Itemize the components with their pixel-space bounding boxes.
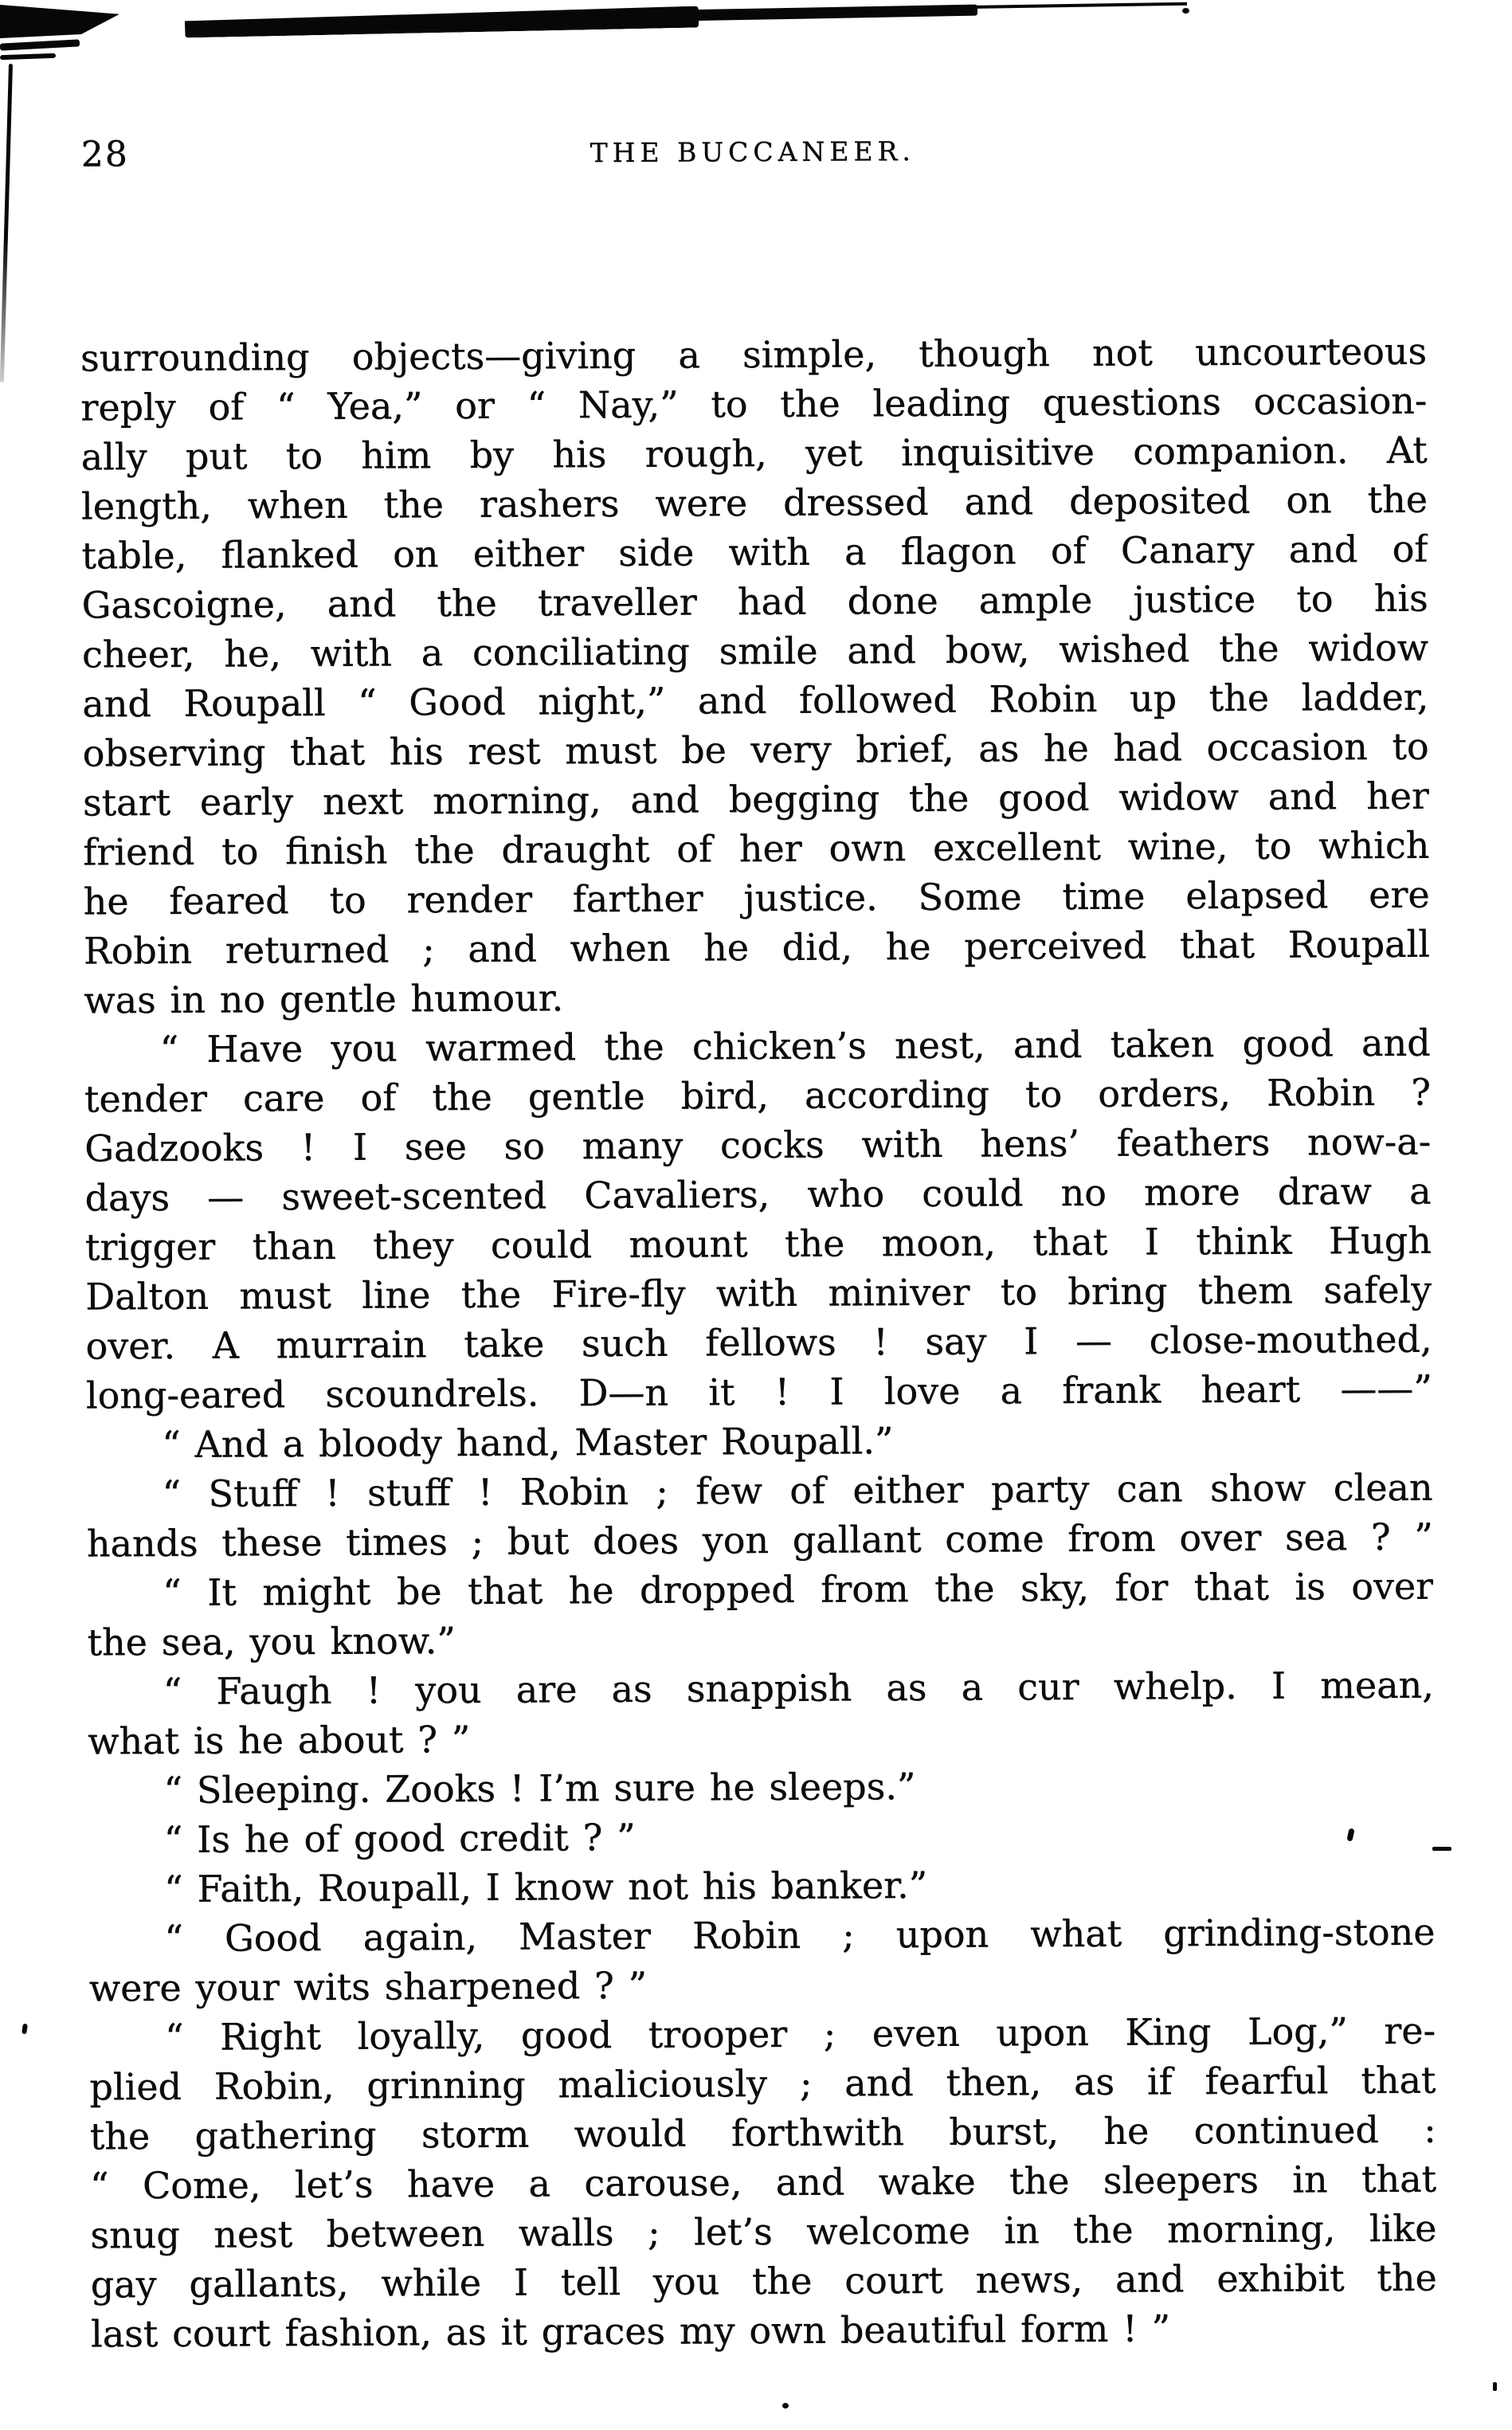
text-line: days — sweet-scented Cavaliers, who could no more draw a	[84, 1169, 1432, 1220]
text-line: Gadzooks ! I see so many cocks with hens’ feathers now-a-	[84, 1119, 1432, 1170]
text-line: friend to finish the draught of her own excellent wine, to which	[83, 823, 1430, 874]
text-line: tender care of the gentle bird, according to orders, Robin ?	[84, 1070, 1431, 1121]
page-text	[80, 327, 1437, 2359]
text-line: surrounding objects—giving a simple, though not uncourteous	[80, 329, 1428, 380]
text-line: cheer, he, with a conciliating smile and bow, wished the widow	[81, 625, 1429, 676]
text-line: and Roupall “ Good night,” and followed Robin up the ladder,	[82, 675, 1429, 726]
text-line: “ Come, let’s have a carouse, and wake the sleepers in that	[89, 2157, 1437, 2208]
text-line: “ Faith, Roupall, I know not his banker.”	[163, 1863, 928, 1911]
text-line: Gascoigne, and the traveller had done ample justice to his	[81, 576, 1428, 627]
text-line: “ Right loyally, good trooper ; even upon King Log,” re-	[164, 2009, 1436, 2059]
text-line: length, when the rashers were dressed and deposited on the	[80, 477, 1428, 528]
text-line: Robin returned ; and when he did, he perceived that Roupall	[83, 922, 1430, 973]
text-line: the sea, you know.”	[87, 1618, 456, 1664]
text-line: over. A murrain take such fellows ! say I — close-mouthed,	[85, 1317, 1432, 1368]
page-number: 28	[80, 134, 129, 175]
text-line: Dalton must line the Fire-fly with miniver to bring them safely	[84, 1268, 1432, 1319]
text-line: “ Is he of good credit ? ”	[163, 1815, 636, 1861]
text-line: long-eared scoundrels. D—n it ! I love a frank heart ——”	[85, 1366, 1432, 1417]
text-line: “ It might be that he dropped from the sky, for that is over	[162, 1564, 1434, 1614]
text-line: was in no gentle humour.	[84, 976, 564, 1022]
text-line: “ And a bloody hand, Master Roupall.”	[161, 1419, 894, 1466]
page-header	[79, 123, 1425, 186]
text-line: gay gallants, while I tell you the court news, and exhibit the	[90, 2256, 1437, 2307]
text-line: the gathering storm would forthwith burst, he continued :	[89, 2107, 1436, 2158]
text-line: trigger than they could mount the moon, that I think Hugh	[84, 1218, 1432, 1269]
text-line: plied Robin, grinning maliciously ; and then, as if fearful that	[89, 2058, 1436, 2109]
text-line: were your wits sharpened ? ”	[88, 1963, 648, 2010]
text-line: last court fashion, as it graces my own beautiful form ! ”	[90, 2307, 1171, 2356]
running-title: THE BUCCANEER.	[590, 135, 915, 169]
text-line: ally put to him by his rough, yet inquisitive companion. At	[80, 428, 1428, 479]
text-line: table, flanked on either side with a flagon of Canary and of	[81, 527, 1428, 578]
text-line: observing that his rest must be very brief, as he had occasion to	[82, 724, 1429, 775]
text-line: “ Have you warmed the chicken’s nest, and taken good and	[159, 1021, 1431, 1071]
text-line: “ Sleeping. Zooks ! I’m sure he sleeps.”	[163, 1764, 916, 1812]
text-line: “ Stuff ! stuff ! Robin ; few of either party can show clean	[162, 1465, 1433, 1515]
text-line: he feared to render farther justice. Some time elapsed ere	[83, 872, 1430, 923]
text-line: snug nest between walls ; let’s welcome in the morning, like	[90, 2206, 1437, 2257]
text-line: what is he about ? ”	[87, 1717, 471, 1763]
text-line: reply of “ Yea,” or “ Nay,” to the leading questions occasion-	[80, 378, 1428, 429]
text-line: hands these times ; but does yon gallant come from over sea ? ”	[86, 1515, 1433, 1566]
text-line: “ Faugh ! you are as snappish as a cur whelp. I mean,	[163, 1663, 1434, 1713]
text-line: start early next morning, and begging the good widow and her	[82, 774, 1430, 825]
text-line: “ Good again, Master Robin ; upon what grinding-stone	[164, 1910, 1436, 1960]
